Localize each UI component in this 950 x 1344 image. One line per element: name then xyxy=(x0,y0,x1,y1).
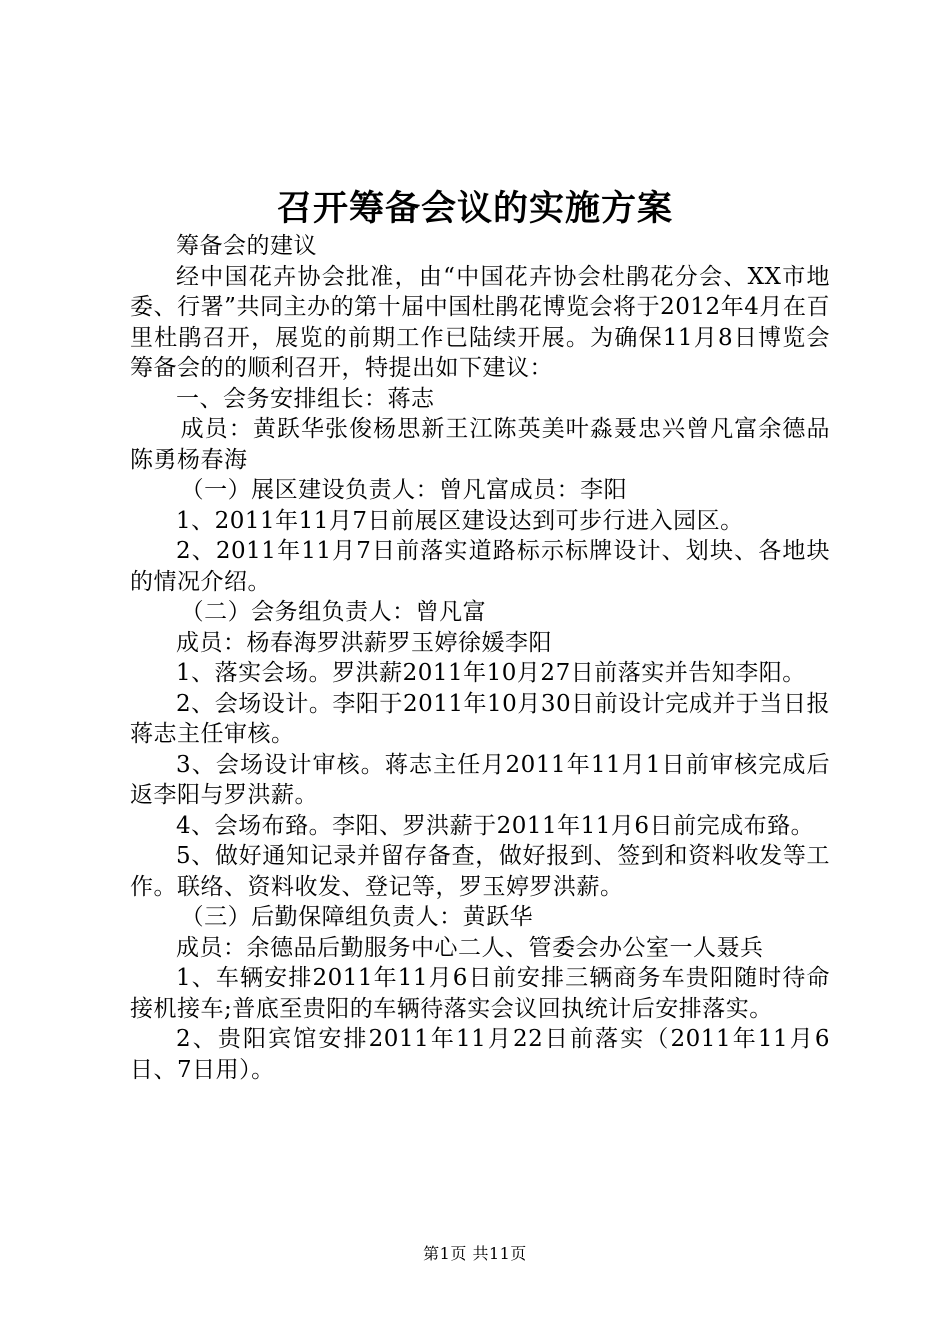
paragraph-5: 1、2011年11月7日前展区建设达到可步行进入园区。 xyxy=(176,507,744,534)
paragraph-4: （一）展区建设负责人：曾凡富成员：李阳 xyxy=(180,477,628,503)
document-title: 召开筹备会议的实施方案 xyxy=(276,188,673,229)
document-body xyxy=(130,231,830,1085)
paragraph-10: 2、会场设计。李阳于2011年10月30日前设计完成并于当日报蒋志主任审核。 xyxy=(130,690,830,747)
paragraph-16: 1、车辆安排2011年11月6日前安排三辆商务车贵阳随时待命接机接车;普底至贵阳的车辆待落实会议回执统计后安排落实。 xyxy=(130,965,830,1022)
page-footer: 第1页 共11页 xyxy=(423,1244,527,1263)
paragraph-15: 成员：余德品后勤服务中心二人、管委会办公室一人聂兵 xyxy=(176,934,764,961)
paragraph-0: 筹备会的建议 xyxy=(176,233,317,259)
paragraph-13: 5、做好通知记录并留存备查，做好报到、签到和资料收发等工作。联络、资料收发、登记等，罗玉婷罗洪薪。 xyxy=(130,843,830,900)
paragraph-9: 1、落实会场。罗洪薪2011年10月27日前落实并告知李阳。 xyxy=(176,660,806,686)
paragraph-12: 4、会场布臵。李阳、罗洪薪于2011年11月6日前完成布臵。 xyxy=(176,812,815,839)
paragraph-8: 成员：杨春海罗洪薪罗玉婷徐媛李阳 xyxy=(176,629,552,656)
paragraph-2: 一、会务安排组长：蒋志 xyxy=(176,385,435,412)
paragraph-7: （二）会务组负责人：曾凡富 xyxy=(180,599,487,625)
paragraph-6: 2、2011年11月7日前落实道路标示标牌设计、划块、各地块的情况介绍。 xyxy=(130,538,830,595)
paragraph-14: （三）后勤保障组负责人：黄跃华 xyxy=(180,904,534,930)
paragraph-17: 2、贵阳宾馆安排2011年11月22日前落实（2011年11月6日、7日用）。 xyxy=(130,1026,830,1083)
paragraph-11: 3、会场设计审核。蒋志主任月2011年11月1日前审核完成后返李阳与罗洪薪。 xyxy=(130,751,830,808)
paragraph-3: 成员：黄跃华张俊杨思新王江陈英美叶淼聂忠兴曾凡富余德品陈勇杨春海 xyxy=(130,416,830,473)
paragraph-1: 经中国花卉协会批准，由“中国花卉协会杜鹃花分会、XX市地委、行署”共同主办的第十届中国杜鹃花博览会将于2012年4月在百里杜鹃召开，展览的前期工作已陆续开展。为确保11月8日博览会筹备会的的顺利召开，特提出如下建议： xyxy=(130,263,830,381)
